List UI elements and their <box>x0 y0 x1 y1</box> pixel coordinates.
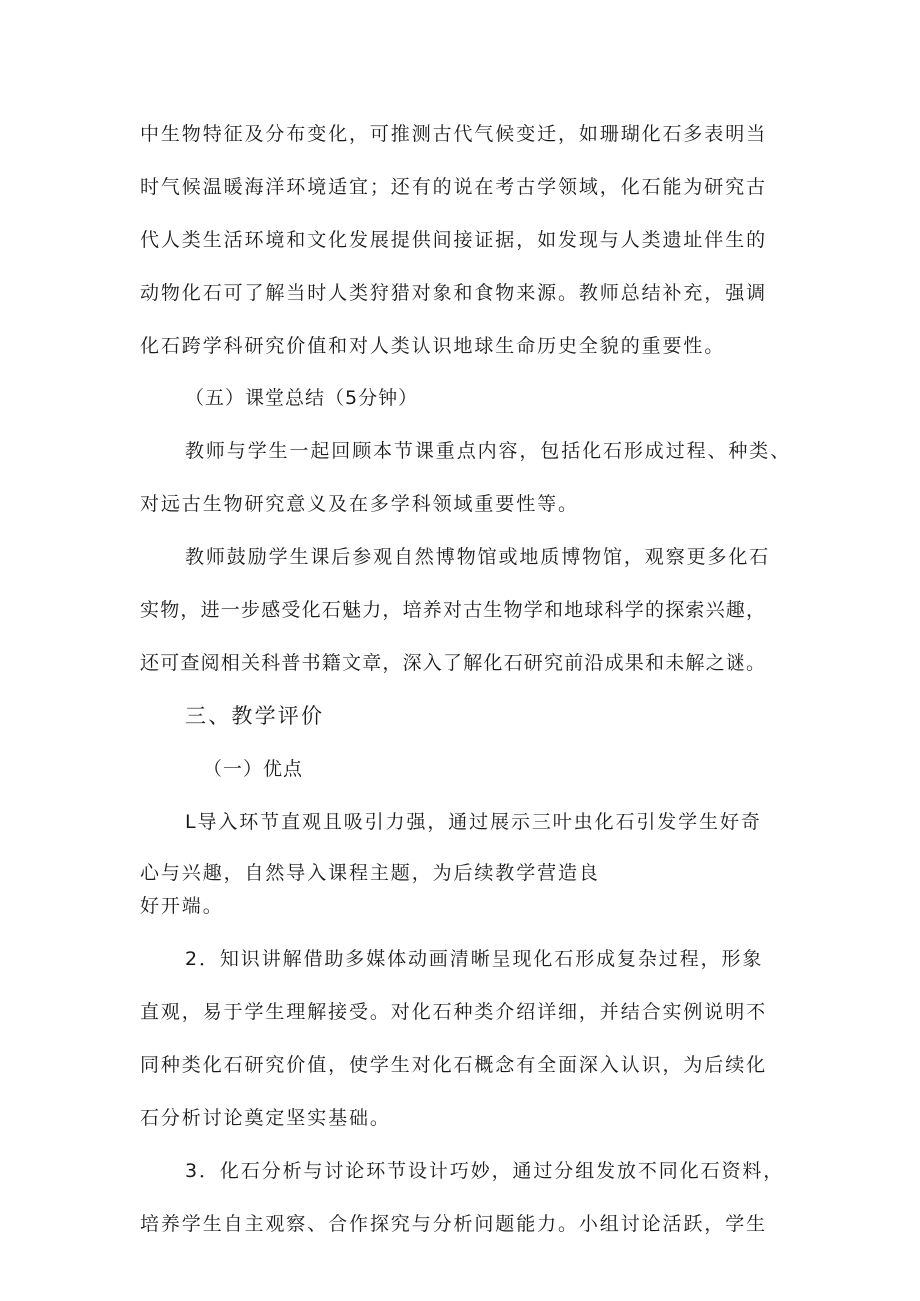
body-text-line: 对远古生物研究意义及在多学科领域重要性等。 <box>140 493 579 515</box>
body-text-line: 动物化石可了解当时人类狩猎对象和食物来源。教师总结补充，强调 <box>140 282 768 304</box>
section-heading: （五）课堂总结（5分钟） <box>185 387 419 409</box>
body-text-line: 石分析讨论奠定坚实基础。 <box>140 1107 391 1129</box>
subsection-heading: （一）优点 <box>203 758 304 780</box>
paragraph-first-line: 教师与学生一起回顾本节课重点内容，包括化石形成过程、种类、 <box>185 440 792 462</box>
body-text-line: 同种类化石研究价值，使学生对化石概念有全面深入认识，为后续化 <box>140 1054 768 1076</box>
body-text-line: 培养学生自主观察、合作探究与分析问题能力。小组讨论活跃，学生 <box>140 1213 768 1235</box>
list-item-1-first-line: L导入环节直观且吸引力强，通过展示三叶虫化石引发学生好奇 <box>185 811 762 833</box>
body-text-line: 代人类生活环境和文化发展提供间接证据，如发现与人类遗址伴生的 <box>140 229 768 251</box>
body-text-line: 还可查阅相关科普书籍文章，深入了解化石研究前沿成果和未解之谜。 <box>140 652 767 674</box>
list-item-3-first-line: 3．化石分析与讨论环节设计巧妙，通过分组发放不同化石资料， <box>185 1160 785 1182</box>
body-text-line: 好开端。 <box>140 895 224 917</box>
paragraph-first-line: 教师鼓励学生课后参观自然博物馆或地质博物馆，观察更多化石 <box>185 546 771 568</box>
body-text-line: 化石跨学科研究价值和对人类认识地球生命历史全貌的重要性。 <box>140 335 726 357</box>
body-text-line: 实物，进一步感受化石魅力，培养对古生物学和地球科学的探索兴趣， <box>140 599 767 621</box>
body-text-line: 时气候温暖海洋环境适宜；还有的说在考古学领域，化石能为研究古 <box>140 176 768 198</box>
body-text-line: 直观，易于学生理解接受。对化石种类介绍详细，并结合实例说明不 <box>140 1001 768 1023</box>
list-item-2-first-line: 2．知识讲解借助多媒体动画清晰呈现化石形成复杂过程，形象 <box>185 948 764 970</box>
body-text-line: 心与兴趣，自然导入课程主题，为后续教学营造良 <box>140 862 600 884</box>
body-text-line: 中生物特征及分布变化，可推测古代气候变迁，如珊瑚化石多表明当 <box>140 123 768 145</box>
chapter-heading: 三、教学评价 <box>185 704 325 728</box>
